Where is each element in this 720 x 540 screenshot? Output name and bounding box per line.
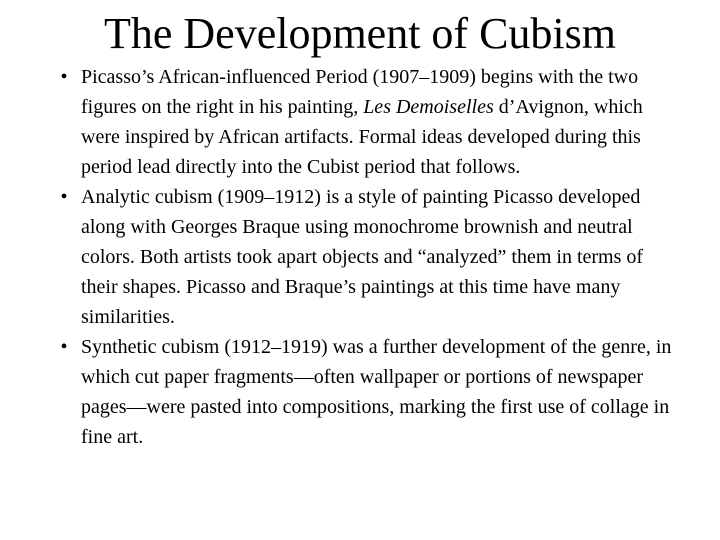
bullet-list xyxy=(54,62,674,452)
bullet-item-analytic-cubism xyxy=(54,182,674,332)
slide-title: The Development of Cubism xyxy=(103,9,616,58)
painting-title-italic: Les Demoiselles xyxy=(363,96,494,118)
bullet-text: Synthetic cubism (1912–1919) was a further development of the genre, in which cut paper fragments—often wallpaper or portions of newspaper pages—were pasted into compositions, marking the first use of collage in fine art. xyxy=(81,336,672,448)
bullet-marker: • xyxy=(60,66,68,88)
bullet-text xyxy=(81,62,674,182)
bullet-item-african-period xyxy=(54,62,674,182)
bullet-text: Analytic cubism (1909–1912) is a style of painting Picasso developed along with Georges Braque using monochrome brownish and neutral colors. Both artists took apart objects and “analyzed” them in terms of their shapes. Picasso and Braque’s paintings at this time have many similarities. xyxy=(81,186,644,328)
bullet-text-part: d’Avignon, which were inspired by African artifacts. Formal ideas developed during this period lead directly into the Cubist period that follows. xyxy=(81,96,643,178)
bullet-text-part: Picasso’s African-influenced Period (1907–1909) begins with the two figures on the right in his painting, xyxy=(81,66,639,118)
bullet-marker: • xyxy=(60,336,68,358)
bullet-item-synthetic-cubism xyxy=(54,332,674,452)
bullet-marker: • xyxy=(60,186,68,208)
